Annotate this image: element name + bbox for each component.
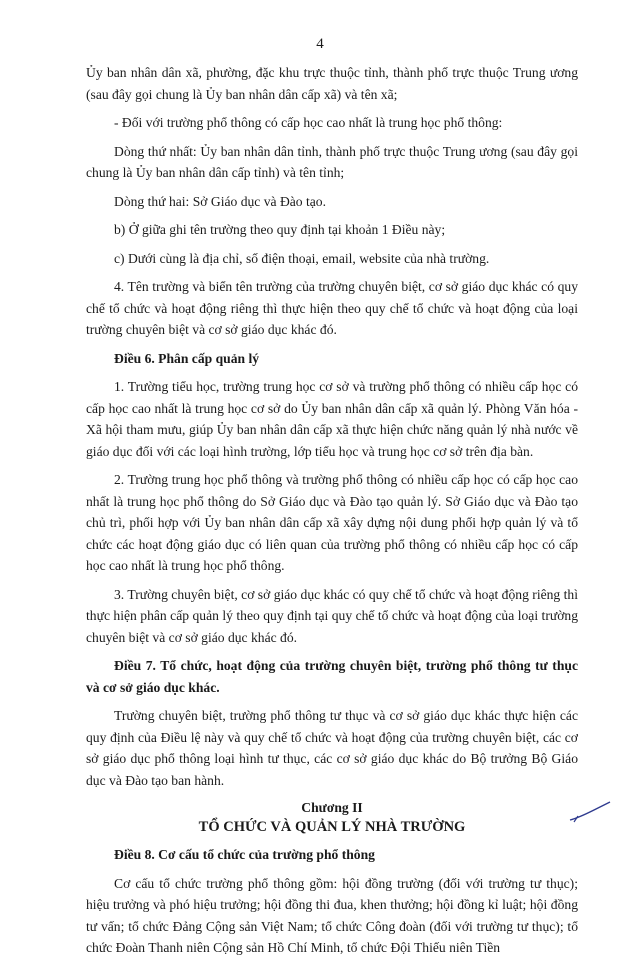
chapter-label: Chương II [301,800,363,815]
paragraph: Dòng thứ nhất: Ủy ban nhân dân tỉnh, thành phố trực thuộc Trung ương (sau đây gọi chung là Ủy ban nhân dân cấp tỉnh) và tên tỉnh; [86,143,578,180]
paragraph: Trường chuyên biệt, trường phổ thông tư thục và cơ sở giáo dục khác thực hiện các quy định của Điều lệ này và quy chế tổ chức và hoạt động của trường chuyên biệt, các cơ sở giáo dục phổ thông loại hình tư thục, các cơ sở giáo dục khác do Bộ trưởng Bộ Giáo dục và Đào tạo ban hành. [86,708,578,788]
document-body [86,62,578,966]
paragraph: Dòng thứ hai: Sở Giáo dục và Đào tạo. [114,193,327,209]
paragraph: 4. Tên trường và biển tên trường của trường chuyên biệt, cơ sở giáo dục khác có quy chế tổ chức và hoạt động riêng thì thực hiện theo quy chế tổ chức và hoạt động của loại trường chuyên biệt và cơ sở giáo dục khác đó. [86,279,578,337]
article-7-heading: Điều 7. Tổ chức, hoạt động của trường chuyên biệt, trường phổ thông tư thục và cơ sở giáo dục khác. [86,658,578,695]
paragraph: - Đối với trường phổ thông có cấp học cao nhất là trung học phổ thông: [114,115,503,130]
paragraph: 3. Trường chuyên biệt, cơ sở giáo dục khác có quy chế tổ chức và hoạt động riêng thì thực hiện phân cấp quản lý theo quy định tại quy chế tổ chức và hoạt động của loại trường chuyên biệt và cơ sở giáo dục khác đó. [86,586,578,645]
paragraph: b) Ở giữa ghi tên trường theo quy định tại khoản 1 Điều này; [114,222,446,237]
paragraph: Cơ cấu tổ chức trường phổ thông gồm: hội đồng trường (đối với trường tư thục); hiệu trưởng và phó hiệu trưởng; hội đồng thi đua, khen thưởng; hội đồng kỉ luật; hội đồng tư vấn; tổ chức Đảng Cộng sản Việt Nam; tổ chức Công đoàn (đối với trường tư thục); tổ chức Đoàn Thanh niên Cộng sản Hồ Chí Minh, tổ chức Đội Thiếu niên Tiền [86,875,578,955]
paragraph: 1. Trường tiểu học, trường trung học cơ sở và trường phổ thông có nhiều cấp học có cấp học cao nhất là trung học cơ sở do Ủy ban nhân dân cấp xã quản lý. Phòng Văn hóa - Xã hội tham mưu, giúp Ủy ban nhân dân cấp xã thực hiện chức năng quản lý nhà nước về giáo dục đối với các loại hình trường, lớp tiểu học và trung học cơ sở trên địa bàn. [86,379,578,459]
article-8-heading: Điều 8. Cơ cấu tổ chức của trường phổ thông [114,847,375,862]
paragraph: 2. Trường trung học phổ thông và trường phổ thông có nhiều cấp học có cấp học cao nhất là trung học phổ thông do Sở Giáo dục và Đào tạo quản lý. Sở Giáo dục và Đào tạo chủ trì, phối hợp với Ủy ban nhân dân cấp xã xây dựng nội dung phối hợp quản lý và tổ chức các hoạt động giáo dục có liên quan của trường phổ thông có nhiều cấp học có cấp học cao nhất là trung học phổ thông. [86,472,578,573]
page-number: 4 [316,36,324,52]
initial-signature-mark [568,800,612,824]
chapter-title: TỔ CHỨC VÀ QUẢN LÝ NHÀ TRƯỜNG [198,819,466,835]
article-6-heading: Điều 6. Phân cấp quản lý [114,350,260,366]
paragraph: c) Dưới cùng là địa chỉ, số điện thoại, email, website của nhà trường. [114,250,490,266]
paragraph: Ủy ban nhân dân xã, phường, đặc khu trực thuộc tỉnh, thành phố trực thuộc Trung ương (sau đây gọi chung là Ủy ban nhân dân cấp xã) và tên xã; [86,65,578,102]
